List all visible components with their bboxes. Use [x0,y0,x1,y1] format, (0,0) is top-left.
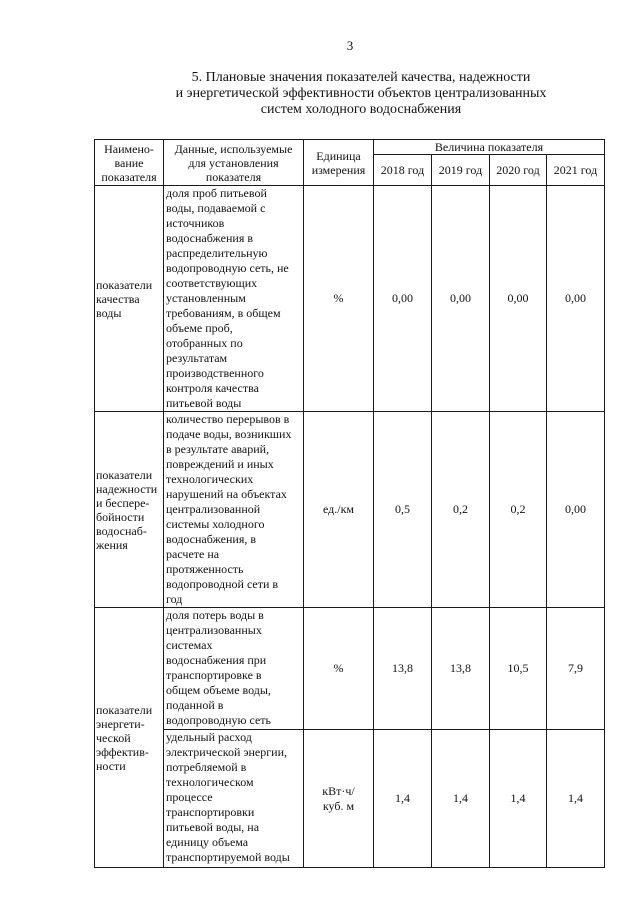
value-2021: 0,00 [547,412,605,608]
indicator-name-water-quality: показатели качества воды [95,186,164,412]
indicator-source-data: удельный расход электрической энергии, потребляемой в технологическом процессе транспортировки питьевой воды, на единицу объема транспортируемой воды [164,730,304,868]
page-number: 3 [346,38,354,53]
value-2020: 0,2 [490,412,547,608]
header-source-data: Данные, используемые для установления показателя [164,140,304,186]
value-2018: 0,00 [374,186,432,412]
header-unit: Единица измерения [304,140,374,186]
title-line-1: 5. Плановые значения показателей качества, надежности [191,70,531,85]
indicator-unit: ед./км [304,412,374,608]
value-2019: 13,8 [432,608,490,730]
title-line-2: и энергетической эффективности объектов централизованных [175,86,547,101]
table-row [95,608,605,730]
table-row [95,412,605,608]
value-2019: 1,4 [432,730,490,868]
document-title [0,70,640,118]
table-row [95,730,605,868]
value-2018: 0,5 [374,412,432,608]
value-2021: 1,4 [547,730,605,868]
value-2020: 1,4 [490,730,547,868]
value-2021: 0,00 [547,186,605,412]
indicator-name-energy-efficiency: показатели энергети- ческой эффектив- ности [95,608,164,868]
value-2021: 7,9 [547,608,605,730]
title-line-3: систем холодного водоснабжения [260,102,462,117]
header-year-2021: 2021 год [547,155,605,186]
indicator-source-data: доля проб питьевой воды, подаваемой с источников водоснабжения в распределительную водопроводную сеть, не соответствующих установленным требованиям, в общем объеме проб, отобранных по результатам производственного контроля качества питьевой воды [164,186,304,412]
value-2019: 0,2 [432,412,490,608]
value-2019: 0,00 [432,186,490,412]
value-2018: 13,8 [374,608,432,730]
indicator-unit: % [304,608,374,730]
indicator-unit: кВт·ч/ куб. м [304,730,374,868]
value-2018: 1,4 [374,730,432,868]
header-year-2018: 2018 год [374,155,432,186]
table-row [95,186,605,412]
value-2020: 0,00 [490,186,547,412]
header-year-2020: 2020 год [490,155,547,186]
header-value-group: Величина показателя [374,140,605,155]
indicator-source-data: количество перерывов в подаче воды, возникших в результате аварий, повреждений и иных технологических нарушений на объектах централизованной системы холодного водоснабжения, в расчете на протяженность водопроводной сети в год [164,412,304,608]
indicator-source-data: доля потерь воды в централизованных системах водоснабжения при транспортировке в общем объеме воды, поданной в водопроводную сеть [164,608,304,730]
value-2020: 10,5 [490,608,547,730]
indicators-table [94,139,605,868]
indicator-unit: % [304,186,374,412]
header-indicator-name: Наимено- вание показателя [95,140,164,186]
header-year-2019: 2019 год [432,155,490,186]
indicator-name-reliability: показатели надежности и беспере- бойности водоснаб- жения [95,412,164,608]
